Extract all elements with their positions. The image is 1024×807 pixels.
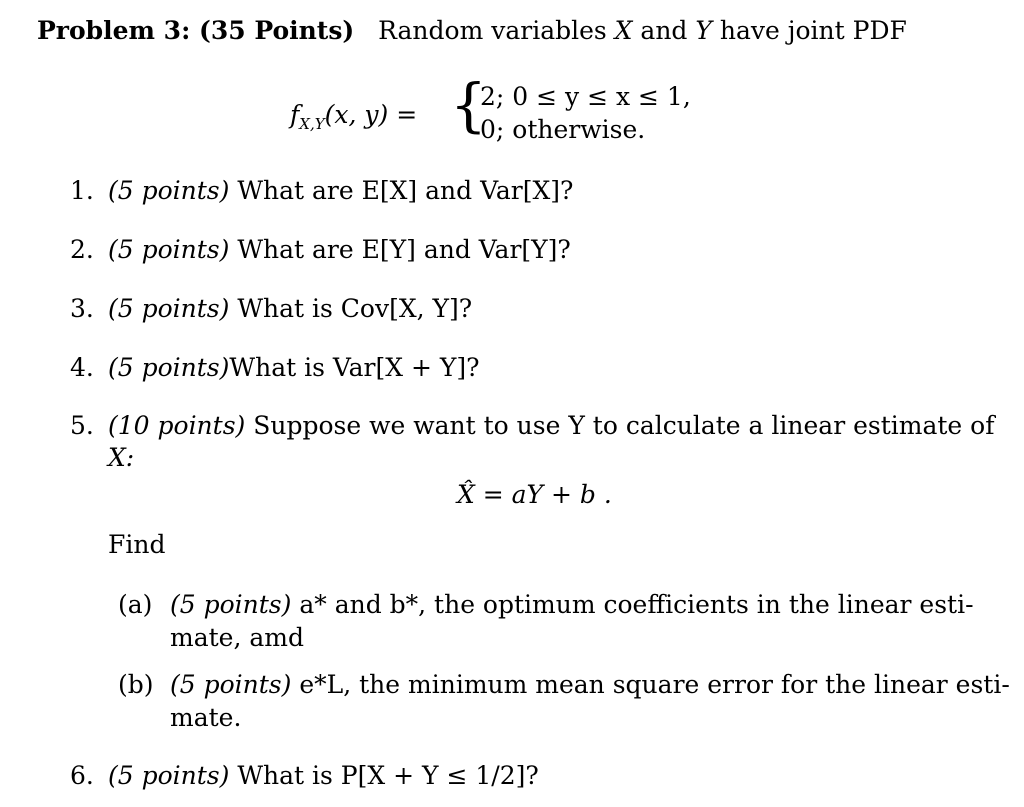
q1-number: 1. [70, 176, 94, 205]
q3-text [108, 296, 472, 321]
q4-body: What is Var[X + Y]? [229, 353, 480, 382]
subpart-b-points: (5 points) [170, 670, 292, 699]
q1-points: (5 points) [108, 176, 230, 205]
q5-number: 5. [70, 411, 94, 440]
q1-body: What are E[X] and Var[X]? [229, 176, 574, 205]
subpart-b-label: (b) [118, 670, 154, 699]
q2-number: 2. [70, 235, 94, 264]
intro-text-post: have joint PDF [711, 16, 907, 45]
pdf-case-1: 2; 0 ≤ y ≤ x ≤ 1, [480, 82, 691, 111]
var-x: X [614, 16, 633, 45]
find-label: Find [108, 530, 166, 559]
q6-body: What is P[X + Y ≤ 1/2]? [229, 761, 539, 790]
subpart-a-body: a* and b*, the optimum coefficients in the linear esti- [291, 590, 974, 619]
q6-number: 6. [70, 761, 94, 790]
subpart-a-continuation: mate, amd [170, 623, 304, 652]
intro-text-pre: Random variables [378, 16, 615, 45]
subpart-b-body: e*L, the minimum mean square error for the linear esti- [291, 670, 1010, 699]
q5-continuation: X: [108, 443, 135, 472]
subpart-a-text [170, 592, 974, 617]
q2-text [108, 237, 571, 262]
pdf-brace: { [450, 71, 487, 139]
q5-body: Suppose we want to use Y to calculate a linear estimate of [245, 411, 995, 440]
q6-points: (5 points) [108, 761, 230, 790]
var-y: Y [695, 16, 712, 45]
problem-header [37, 18, 907, 43]
q5-text [108, 413, 994, 438]
problem-title: Problem 3: (35 Points) [37, 16, 355, 45]
q3-number: 3. [70, 294, 94, 323]
q6-text [108, 763, 539, 788]
q2-points: (5 points) [108, 235, 230, 264]
pdf-sub: X,Y [299, 115, 325, 133]
subpart-b-text [170, 672, 1010, 697]
pdf-lhs [290, 102, 417, 132]
q2-body: What are E[Y] and Var[Y]? [229, 235, 571, 264]
pdf-case-2: 0; otherwise. [480, 115, 646, 144]
q4-points: (5 points) [108, 353, 230, 382]
pdf-f: f [290, 100, 300, 129]
q3-body: What is Cov[X, Y]? [229, 294, 473, 323]
q5-points: (10 points) [108, 411, 246, 440]
estimate-equation: X̂ = aY + b . [457, 480, 612, 509]
pdf-args: (x, y) = [324, 100, 418, 129]
q1-text [108, 178, 573, 203]
q4-text [108, 355, 480, 380]
subpart-a-label: (a) [118, 590, 153, 619]
q3-points: (5 points) [108, 294, 230, 323]
subpart-b-continuation: mate. [170, 703, 242, 732]
subpart-a-points: (5 points) [170, 590, 292, 619]
intro-and: and [632, 16, 696, 45]
q4-number: 4. [70, 353, 94, 382]
